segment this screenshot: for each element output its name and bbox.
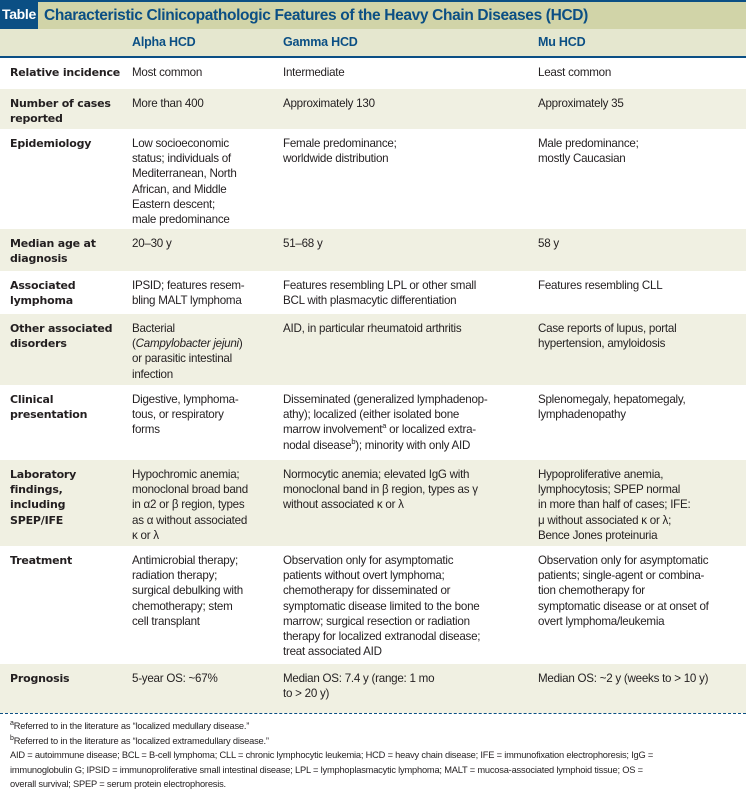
cell-mu [538, 236, 743, 251]
cell-line: κ or λ [132, 528, 159, 542]
cell-line: Approximately 35 [538, 97, 624, 110]
cell-mu [538, 553, 743, 629]
row-label [10, 96, 122, 126]
cell-line: Epidemiology [10, 137, 92, 150]
table-row [0, 664, 746, 713]
abbreviations-line: overall survival; SPEP = serum protein electrophoresis. [10, 779, 226, 790]
cell-line: Number of cases [10, 97, 111, 110]
footnote-b-text: Referred to in the literature as “localized extramedullary disease.” [13, 735, 269, 746]
cell-line: Laboratory [10, 468, 77, 481]
organism-name: Campylobacter jejuni [135, 337, 239, 351]
footnote-b-mark: b [10, 734, 14, 742]
row-label [10, 392, 122, 422]
cell-alpha [132, 392, 272, 438]
cell-line: radiation therapy; [132, 569, 218, 583]
cell-line: SPEP/IFE [10, 513, 64, 527]
cell-gamma [283, 467, 528, 513]
cell-line: lymphocytosis; SPEP normal [538, 483, 681, 497]
cell-gamma [283, 96, 528, 111]
table-title: Characteristic Clinicopathologic Features of the Heavy Chain Diseases (HCD) [44, 7, 588, 24]
cell-line: Least common [538, 66, 612, 79]
cell-line: Features resembling LPL or other small [283, 279, 477, 292]
cell-line: Associated [10, 279, 76, 292]
cell-line: hypertension, amyloidosis [538, 337, 666, 351]
cell-line: patients; single-agent or combina- [538, 569, 705, 583]
cell-mu [538, 278, 743, 293]
cell-line: IPSID; features resem- [132, 279, 245, 292]
cell-line: in α2 or β region, types [132, 498, 245, 512]
cell-line: Hypoproliferative anemia, [538, 468, 664, 481]
cell-gamma [283, 278, 528, 308]
column-header-gamma: Gamma HCD [283, 35, 358, 49]
cell-line: (Campylobacter jejuni) [132, 337, 243, 351]
cell-line: AID, in particular rheumatoid arthritis [283, 322, 462, 335]
cell-line: symptomatic disease limited to the bone [283, 599, 480, 613]
cell-line: Female predominance; [283, 137, 397, 150]
cell-gamma [283, 236, 528, 251]
cell-line: 20–30 y [132, 237, 172, 250]
cell-line: Median OS: 7.4 y (range: 1 mo [283, 672, 435, 685]
cell-gamma [283, 65, 528, 80]
cell-line: Hypochromic anemia; [132, 468, 240, 481]
table-row [0, 314, 746, 385]
row-label [10, 321, 122, 351]
cell-mu [538, 321, 743, 351]
cell-line: BCL with plasmacytic differentiation [283, 294, 457, 308]
cell-alpha [132, 671, 272, 686]
cell-line: marrow involvement$^a$ or localized extra- [283, 421, 476, 437]
cell-line: diagnosis [10, 252, 68, 266]
footnote-reference: a [382, 421, 387, 431]
cell-line: Case reports of lupus, portal [538, 322, 677, 335]
cell-line: Other associated [10, 322, 113, 335]
cell-line: chemotherapy for disseminated or [283, 584, 451, 598]
table-row [0, 460, 746, 546]
cell-gamma [283, 392, 528, 453]
cell-gamma [283, 136, 528, 166]
cell-line: lymphoma [10, 294, 73, 308]
cell-line: 51–68 y [283, 237, 323, 250]
cell-alpha [132, 96, 272, 111]
cell-line: Clinical [10, 393, 54, 406]
cell-line: worldwide distribution [283, 152, 389, 166]
cell-line: including [10, 498, 66, 512]
cell-line: Observation only for asymptomatic [283, 554, 454, 567]
footnote-reference: b [351, 436, 356, 446]
cell-line: tion chemotherapy for [538, 584, 645, 598]
cell-line: symptomatic disease or at onset of [538, 599, 709, 613]
column-header-mu: Mu HCD [538, 35, 586, 49]
table-row [0, 129, 746, 229]
cell-line: marrow; surgical resection or radiation [283, 614, 470, 628]
cell-line: cell transplant [132, 614, 200, 628]
cell-alpha [132, 278, 272, 308]
cell-line: or parasitic intestinal [132, 352, 232, 366]
cell-line: Disseminated (generalized lymphadenop- [283, 393, 488, 406]
cell-line: to > 20 y) [283, 687, 330, 701]
cell-alpha [132, 236, 272, 251]
cell-line: findings, [10, 483, 63, 497]
cell-line: athy); localized (either isolated bone [283, 408, 460, 422]
cell-line: Approximately 130 [283, 97, 375, 110]
table-header-row [0, 29, 746, 58]
cell-mu [538, 96, 743, 111]
cell-alpha [132, 321, 272, 382]
cell-line: 5-year OS: ~67% [132, 672, 218, 685]
cell-line: Normocytic anemia; elevated IgG with [283, 468, 470, 481]
cell-line: Mediterranean, North [132, 167, 237, 181]
abbreviations-line: AID = autoimmune disease; BCL = B-cell lymphoma; CLL = chronic lymphocytic leukemia; HCD = heavy chain disease; IFE = immunofixation electrophoresis; IgG = [10, 750, 654, 761]
cell-line: bling MALT lymphoma [132, 294, 242, 308]
row-label [10, 467, 122, 528]
cell-line: Bence Jones proteinuria [538, 528, 658, 542]
footnote-a-mark: a [10, 720, 14, 727]
cell-line: Digestive, lymphoma- [132, 393, 239, 406]
cell-line: Treatment [10, 554, 73, 567]
table-footnotes [10, 719, 746, 792]
cell-line: Intermediate [283, 66, 345, 79]
cell-line: Splenomegaly, hepatomegaly, [538, 393, 686, 406]
cell-line: Most common [132, 66, 203, 79]
cell-line: nodal disease$^b$); minority with only AID [283, 436, 471, 452]
row-label [10, 65, 122, 80]
cell-line: mostly Caucasian [538, 152, 626, 166]
cell-mu [538, 671, 743, 686]
cell-gamma [283, 671, 528, 701]
table-row [0, 546, 746, 664]
column-header-alpha: Alpha HCD [132, 35, 196, 49]
cell-line: monoclonal broad band [132, 483, 248, 497]
row-label [10, 236, 122, 266]
cell-mu [538, 392, 743, 422]
cell-line: Features resembling CLL [538, 279, 663, 292]
row-label [10, 136, 122, 151]
cell-line: infection [132, 367, 173, 381]
row-label [10, 671, 122, 686]
cell-line: patients without overt lymphoma; [283, 569, 445, 583]
cell-line: monoclonal band in β region, types as γ [283, 483, 478, 497]
cell-alpha [132, 136, 272, 227]
cell-line: forms [132, 423, 160, 437]
cell-line: Median OS: ~2 y (weeks to > 10 y) [538, 672, 709, 685]
cell-line: reported [10, 112, 63, 126]
cell-line: overt lymphoma/leukemia [538, 614, 665, 628]
cell-line: μ without associated κ or λ; [538, 513, 672, 527]
cell-line: as α without associated [132, 513, 248, 527]
cell-line: Median age at [10, 237, 96, 250]
table-row [0, 58, 746, 89]
cell-line: Prognosis [10, 672, 70, 685]
cell-alpha [132, 553, 272, 629]
cell-line: therapy for localized extranodal disease; [283, 630, 481, 644]
footnote-a [10, 719, 746, 734]
cell-line: in more than half of cases; IFE: [538, 498, 691, 512]
cell-mu [538, 65, 743, 80]
footnote-a-text: Referred to in the literature as “localized medullary disease.” [13, 721, 250, 731]
row-label [10, 278, 122, 308]
abbreviations-line: immunoglobulin G; IPSID = immunoproliferative small intestinal disease; LPL = lymphoplasmacytic lymphoma; MALT = mucosa-associated lymphoid tissue; OS = [10, 764, 643, 775]
table-row [0, 271, 746, 314]
cell-line: Bacterial [132, 322, 175, 335]
cell-line: Eastern descent; [132, 197, 216, 211]
cell-line: without associated κ or λ [283, 498, 404, 512]
cell-line: status; individuals of [132, 152, 231, 166]
table-row [0, 89, 746, 129]
row-label [10, 553, 122, 568]
cell-mu [538, 136, 743, 166]
table-title-bar [0, 0, 746, 29]
cell-line: male predominance [132, 213, 230, 227]
cell-line: Male predominance; [538, 137, 639, 150]
cell-line: surgical debulking with [132, 584, 243, 598]
cell-alpha [132, 467, 272, 543]
cell-line: Antimicrobial therapy; [132, 554, 238, 567]
table-bottom-rule [0, 713, 746, 714]
cell-line: presentation [10, 408, 88, 422]
cell-line: lymphadenopathy [538, 408, 626, 422]
table-row [0, 385, 746, 460]
cell-line: African, and Middle [132, 182, 227, 196]
cell-line: chemotherapy; stem [132, 599, 233, 613]
footnote-b [10, 734, 746, 749]
cell-line: Observation only for asymptomatic [538, 554, 709, 567]
cell-gamma [283, 321, 528, 336]
table-row [0, 229, 746, 271]
cell-line: Relative incidence [10, 66, 121, 79]
cell-mu [538, 467, 743, 543]
cell-alpha [132, 65, 272, 80]
cell-line: disorders [10, 337, 67, 351]
cell-line: tous, or respiratory [132, 408, 224, 422]
cell-line: 58 y [538, 237, 559, 250]
cell-line: treat associated AID [283, 645, 382, 659]
cell-line: Low socioeconomic [132, 137, 229, 150]
cell-line: More than 400 [132, 97, 204, 110]
table-badge: Table [0, 2, 38, 29]
cell-gamma [283, 553, 528, 659]
